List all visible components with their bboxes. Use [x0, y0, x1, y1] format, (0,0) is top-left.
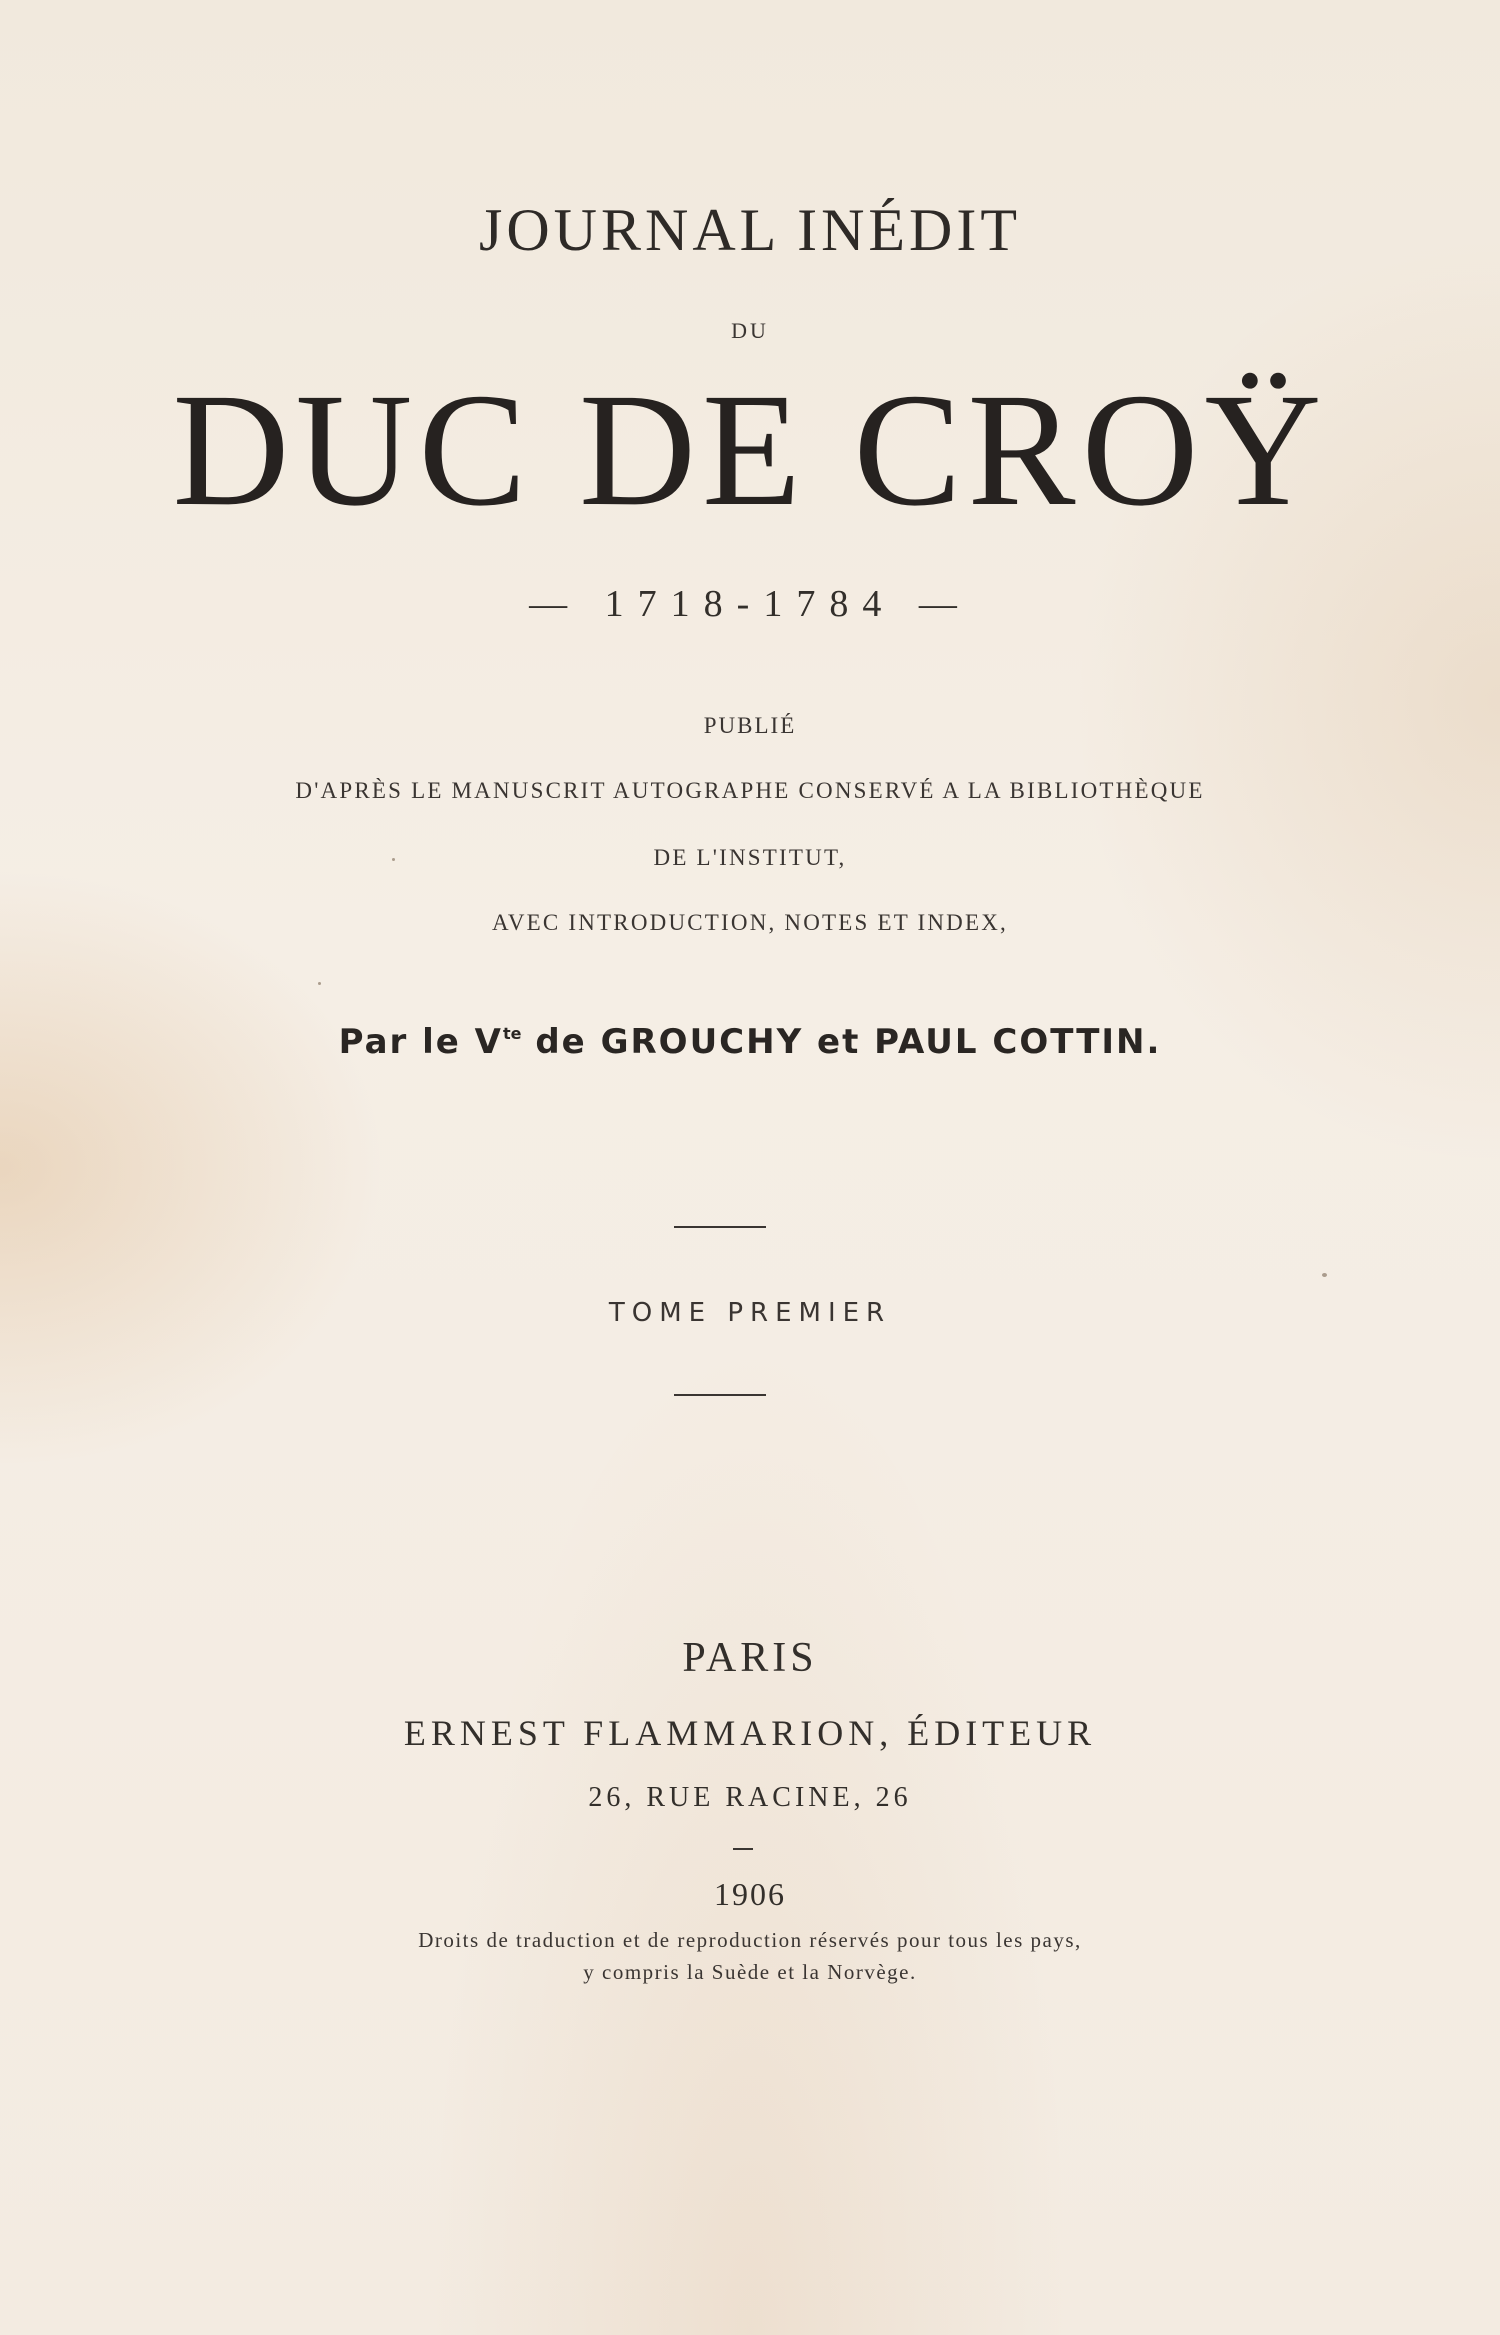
authors-superscript: te — [503, 1024, 522, 1043]
life-dates: — 1718-1784 — — [529, 583, 971, 625]
paper-speck — [1322, 1273, 1327, 1277]
publie-label: PUBLIÉ — [703, 713, 797, 738]
publisher-city: PARIS — [682, 1635, 818, 1681]
publisher-address: 26, RUE RACINE, 26 — [588, 1782, 912, 1813]
du-word: DU — [731, 318, 769, 343]
main-title: DUC DE CROŸ — [172, 361, 1328, 540]
rights-line-2: y compris la Suède et la Norvège. — [583, 1960, 917, 1984]
volume-label: TOME PREMIER — [608, 1298, 892, 1328]
authors-prefix: Par le V — [338, 1022, 503, 1062]
paper-speck — [392, 858, 395, 861]
institut-line: DE L'INSTITUT, — [653, 845, 847, 870]
rights-line-1: Droits de traduction et de reproduction réservés pour tous les pays, — [418, 1928, 1082, 1952]
publisher-name: ERNEST FLAMMARION, ÉDITEUR — [403, 1713, 1097, 1753]
authors-names: de GROUCHY et PAUL COTTIN. — [521, 1022, 1162, 1062]
divider-bottom — [674, 1394, 766, 1396]
divider-top — [674, 1226, 766, 1228]
introduction-line: AVEC INTRODUCTION, NOTES ET INDEX, — [491, 910, 1009, 935]
publication-year: 1906 — [714, 1876, 786, 1912]
paper-speck — [318, 982, 321, 985]
small-dash — [733, 1848, 753, 1850]
journal-inedit-heading: JOURNAL INÉDIT — [478, 197, 1022, 263]
authors-line — [0, 1022, 1500, 1062]
manuscript-line: D'APRÈS LE MANUSCRIT AUTOGRAPHE CONSERVÉ A LA BIBLIOTHÈQUE — [295, 778, 1205, 803]
